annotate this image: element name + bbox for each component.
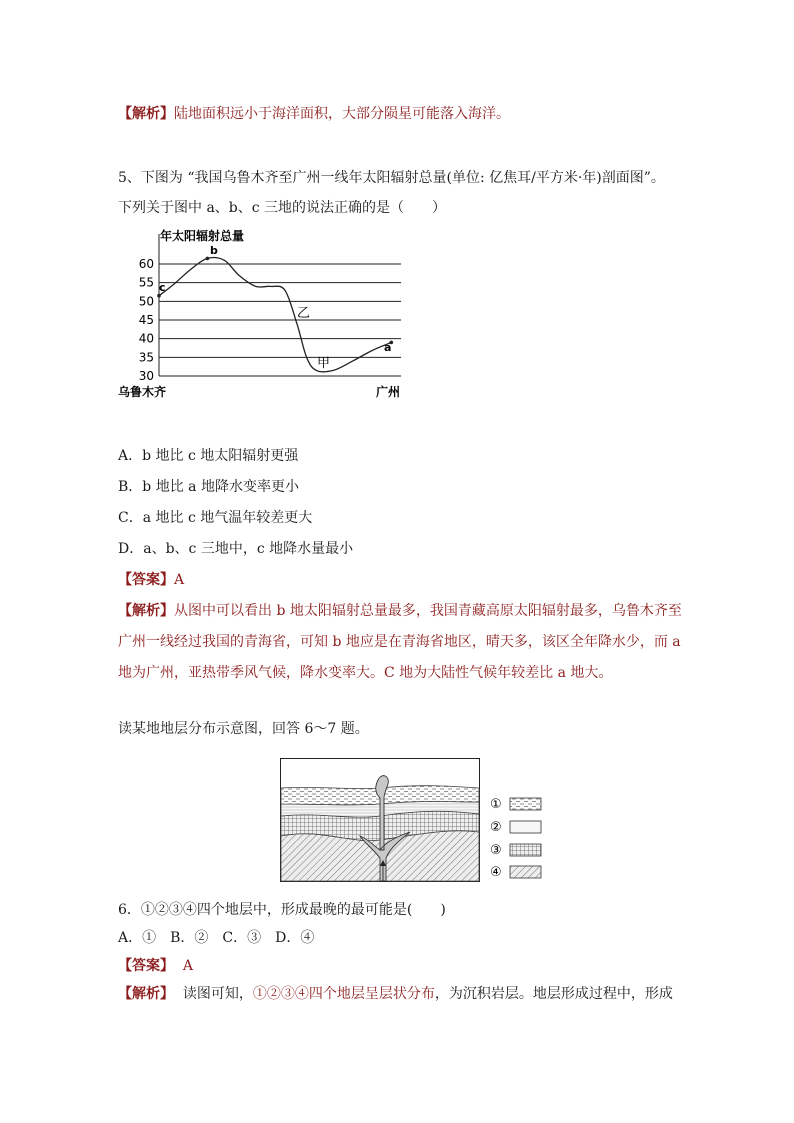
analysis-highlight: ①②③④四个地层呈层状分布	[252, 986, 435, 1002]
label-a: a	[384, 341, 392, 354]
x-start-label: 乌鲁木齐	[118, 385, 167, 399]
q5-option-b: B．b 地比 a 地降水变率更小	[118, 479, 299, 495]
analysis-tag: 【解析】	[118, 106, 174, 122]
chart-title: 年太阳辐射总量	[160, 229, 245, 243]
legend-num-2: ②	[490, 820, 502, 835]
y-tick-label: 50	[138, 294, 154, 309]
q5-analysis-line3: 地为广州，亚热带季风气候，降水变率大。C 地为大陆性气候年较差比 a 地大。	[118, 665, 613, 681]
q5-analysis-line1	[118, 601, 682, 621]
y-tick-label: 45	[138, 313, 154, 327]
x-end-label: 广州	[376, 385, 401, 399]
y-tick-labels	[139, 257, 154, 383]
q5-analysis-line2: 广州一线经过我国的青海省，可知 b 地应是在青海省地区，晴天多，该区全年降水少，而 a	[118, 634, 681, 650]
y-tick-label: 35	[138, 350, 154, 365]
y-tick-label: 55	[138, 275, 154, 290]
answer-tag: 【答案】	[118, 572, 174, 588]
analysis-suffix: ，为沉积岩层。地层形成过程中，形成	[434, 986, 673, 1002]
q5-option-a: A．b 地比 c 地太阳辐射更强	[118, 448, 299, 464]
radiation-curve	[159, 258, 391, 372]
legend-num-3: ③	[490, 843, 502, 858]
q5-stem-line1: 5、下图为 “我国乌鲁木齐至广州一线年太阳辐射总量(单位: 亿焦耳/平方米·年)剖面图”。	[118, 170, 665, 186]
point-b-marker	[206, 257, 210, 261]
analysis-tag: 【解析】	[118, 603, 174, 619]
q6-answer	[118, 956, 193, 976]
q67-intro: 读某地地层分布示意图，回答 6～7 题。	[118, 721, 369, 737]
analysis-prefix: 读图可知，	[182, 986, 253, 1002]
point-markers	[157, 257, 393, 345]
q5-option-d: D．a、b、c 三地中，c 地降水量最小	[118, 541, 354, 557]
q5-answer	[118, 570, 184, 590]
strata-legend	[490, 797, 541, 880]
y-tick-label: 30	[138, 369, 154, 383]
q6-stem: 6．①②③④四个地层中，形成最晚的最可能是( )	[118, 902, 446, 918]
point-c-marker	[157, 294, 161, 298]
strata-diagram	[280, 758, 550, 884]
analysis-tag: 【解析】	[118, 986, 174, 1002]
answer-value: A	[174, 572, 185, 588]
analysis-text: 从图中可以看出 b 地太阳辐射总量最多，我国青藏高原太阳辐射最多，乌鲁木齐至	[174, 603, 682, 619]
analysis-text: 陆地面积远小于海洋面积，大部分陨星可能落入海洋。	[174, 106, 510, 122]
legend-num-4: ④	[490, 865, 502, 880]
label-yi: 乙	[297, 306, 311, 321]
prev-analysis	[118, 104, 510, 124]
solar-radiation-chart	[118, 224, 418, 404]
label-c: c	[159, 281, 166, 294]
chart-grid	[159, 264, 401, 376]
y-tick-label: 40	[138, 331, 154, 346]
label-b: b	[210, 244, 218, 257]
y-tick-label: 60	[138, 257, 154, 271]
q5-stem-line2: 下列关于图中 a、b、c 三地的说法正确的是（ ）	[118, 200, 447, 216]
q6-options: A．① B．② C．③ D．④	[118, 930, 315, 946]
answer-tag: 【答案】	[118, 958, 174, 974]
legend-num-1: ①	[490, 797, 502, 812]
q6-analysis	[118, 984, 673, 1004]
label-jia: 甲	[317, 356, 331, 371]
answer-value: A	[182, 958, 194, 974]
q5-option-c: C．a 地比 c 地气温年较差更大	[118, 510, 313, 526]
